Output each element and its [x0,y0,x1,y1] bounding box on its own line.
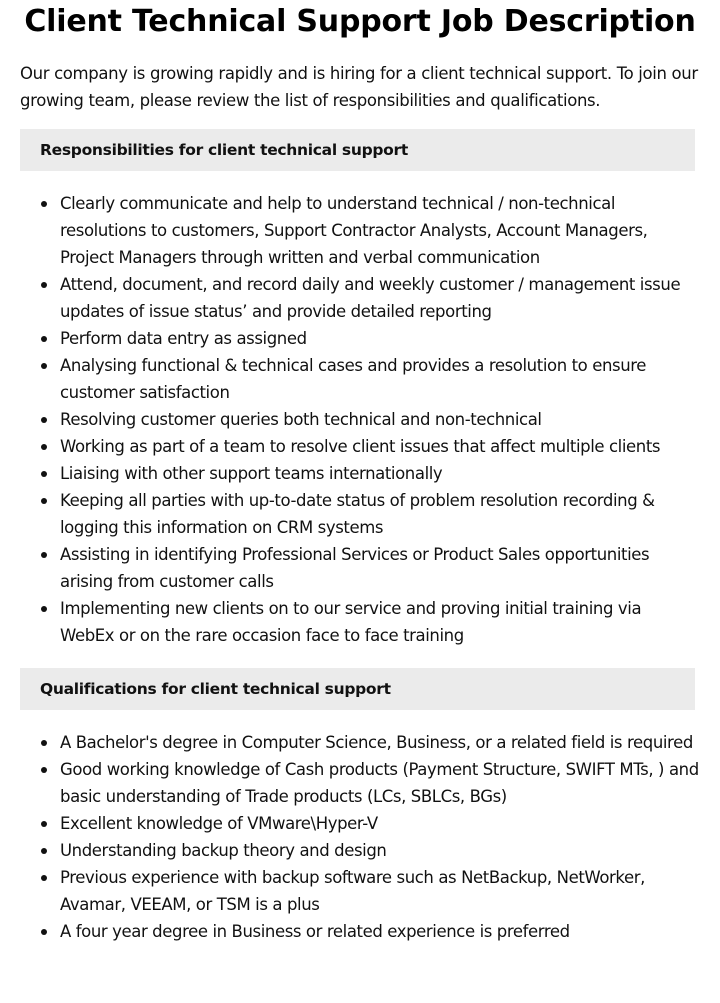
list-item-text: Perform data entry as assigned [60,329,307,348]
list-item [20,433,700,460]
bullet-icon [41,929,47,935]
qualifications-heading: Qualifications for client technical support [20,668,695,710]
bullet-icon [41,444,47,450]
list-item-text: Clearly communicate and help to understand technical / non-technical resolutions to customers, Support Contractor Analysts, Account Managers, Project Managers through written and verbal communication [60,194,648,267]
bullet-icon [41,282,47,288]
intro-paragraph: Our company is growing rapidly and is hiring for a client technical support. To join our growing team, please review the list of responsibilities and qualifications. [20,64,698,110]
list-item-text: Assisting in identifying Professional Services or Product Sales opportunities arising from customer calls [60,545,650,591]
list-item [20,190,700,271]
list-item-text: A Bachelor's degree in Computer Science, Business, or a related field is required [60,733,693,752]
list-item-text: Attend, document, and record daily and weekly customer / management issue updates of issue status’ and provide detailed reporting [60,275,681,321]
bullet-icon [41,498,47,504]
list-item-text: Excellent knowledge of VMware\Hyper-V [60,814,378,833]
responsibilities-list [20,190,700,649]
list-item [20,595,700,649]
list-item [20,271,700,325]
bullet-icon [41,740,47,746]
list-item [20,756,700,810]
list-item-text: Keeping all parties with up-to-date status of problem resolution recording & logging this information on CRM systems [60,491,655,537]
list-item [20,864,700,918]
list-item [20,406,700,433]
list-item [20,918,700,945]
list-item [20,810,700,837]
list-item-text: Implementing new clients on to our service and proving initial training via WebEx or on the rare occasion face to face training [60,599,642,645]
list-item-text: Working as part of a team to resolve client issues that affect multiple clients [60,437,661,456]
responsibilities-heading: Responsibilities for client technical support [20,129,695,171]
page-title: Client Technical Support Job Description [24,4,696,39]
list-item-text: Analysing functional & technical cases and provides a resolution to ensure customer satisfaction [60,356,647,402]
list-item-text: Previous experience with backup software such as NetBackup, NetWorker, Avamar, VEEAM, or TSM is a plus [60,868,645,914]
list-item-text: Understanding backup theory and design [60,841,387,860]
list-item [20,460,700,487]
bullet-icon [41,875,47,881]
bullet-icon [41,606,47,612]
bullet-icon [41,471,47,477]
bullet-icon [41,821,47,827]
qualifications-list [20,729,700,945]
list-item [20,352,700,406]
list-item [20,541,700,595]
list-item [20,837,700,864]
bullet-icon [41,363,47,369]
bullet-icon [41,336,47,342]
list-item [20,729,700,756]
list-item [20,325,700,352]
list-item [20,487,700,541]
bullet-icon [41,201,47,207]
bullet-icon [41,848,47,854]
list-item-text: Good working knowledge of Cash products (Payment Structure, SWIFT MTs, ) and basic understanding of Trade products (LCs, SBLCs, BGs) [60,760,699,806]
bullet-icon [41,767,47,773]
list-item-text: Liaising with other support teams internationally [60,464,443,483]
list-item-text: A four year degree in Business or related experience is preferred [60,922,570,941]
bullet-icon [41,417,47,423]
list-item-text: Resolving customer queries both technical and non-technical [60,410,542,429]
bullet-icon [41,552,47,558]
